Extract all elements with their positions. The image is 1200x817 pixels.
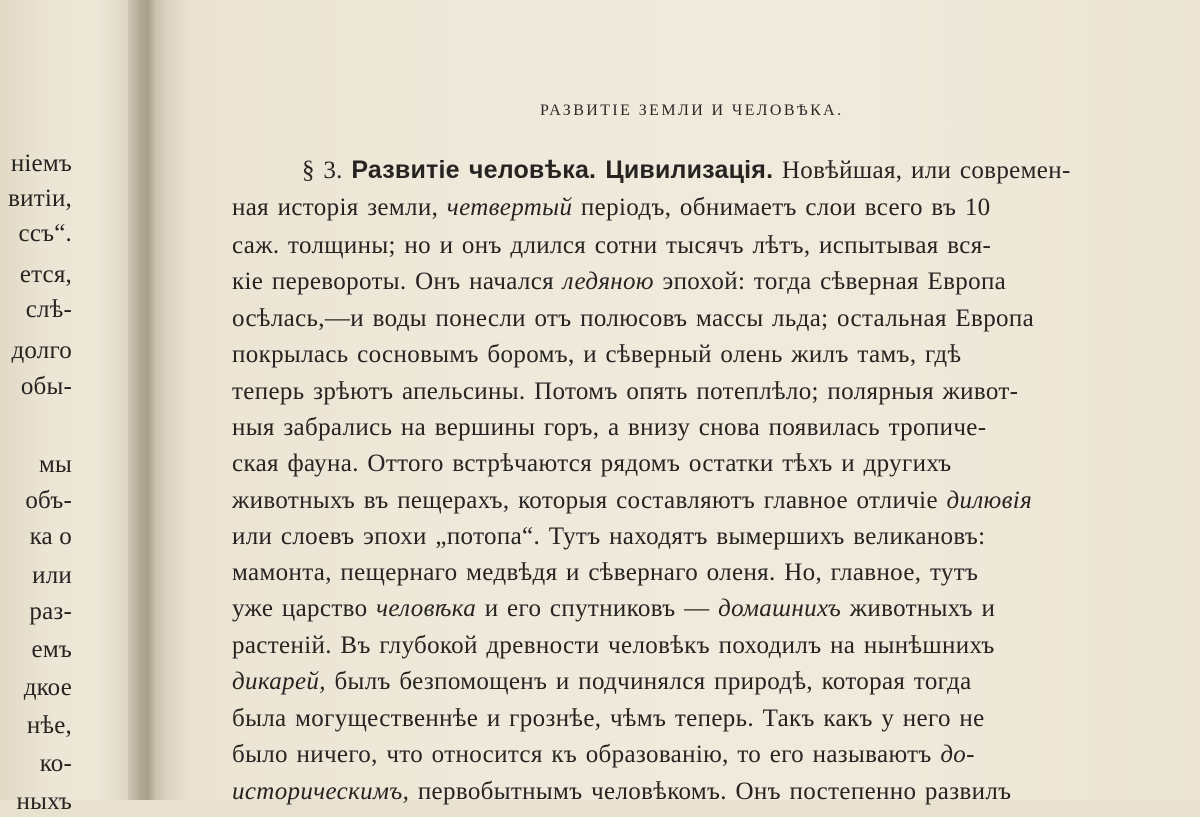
italic-text: четвертый	[446, 194, 573, 221]
left-page-line: ется,	[19, 261, 72, 288]
text-line-1	[302, 155, 1071, 186]
text-line-8: ныя забрались на вершины горъ, а внизу снова появилась тропиче-	[232, 414, 987, 441]
text-line-7: теперь зрѣютъ апельсины. Потомъ опять потеплѣло; полярныя живот-	[232, 378, 1019, 405]
text-run: животныхъ и	[849, 595, 996, 622]
running-head: РАЗВИТIЕ ЗЕМЛИ И ЧЕЛОВѢКА.	[540, 102, 844, 119]
left-page-line: раз-	[29, 598, 72, 625]
italic-text: домашнихъ	[718, 595, 842, 622]
left-page-line: дкое	[23, 674, 72, 701]
left-page-line: нiемъ	[10, 150, 72, 177]
italic-text: ледяною	[562, 268, 654, 295]
section-title: Развитiе человѣка. Цивилизацiя.	[351, 156, 774, 184]
text-line-2	[232, 193, 991, 223]
text-line-13	[232, 594, 995, 624]
text-run: ная исторiя земли,	[232, 194, 439, 221]
text-run: былъ безпомощенъ и подчинялся природѣ, которая тогда	[334, 668, 972, 695]
left-page-line: нѣе,	[26, 712, 72, 739]
text-line-15	[232, 667, 972, 697]
left-page-line: или	[32, 562, 72, 589]
text-run: эпохой: тогда сѣверная Европа	[662, 268, 1007, 295]
italic-text: до-	[940, 741, 975, 768]
text-run: первобытнымъ человѣкомъ. Онъ постепенно развилъ	[417, 778, 1012, 805]
left-page-line: обы-	[20, 373, 72, 400]
text-run: уже царство	[232, 595, 368, 622]
italic-text: историческимъ,	[232, 778, 410, 805]
text-run: и его спутниковъ —	[484, 595, 710, 622]
text-line-14: растенiй. Въ глубокой древности человѣкъ походилъ на нынѣшнихъ	[232, 632, 995, 659]
italic-text: дикарей,	[232, 668, 326, 695]
left-page-line: мы	[38, 451, 72, 478]
text-run: животныхъ въ пещерахъ, которыя составляютъ главное отличiе	[232, 487, 938, 514]
left-page-line: емъ	[31, 636, 72, 663]
left-page-line: объ-	[25, 487, 72, 514]
left-page-line: ко-	[39, 750, 72, 777]
left-page-line: ныхъ	[16, 788, 72, 815]
left-page-line: ссъ“.	[18, 220, 72, 247]
section-number: § 3.	[302, 157, 343, 184]
text-line-3: саж. толщины; но и онъ длился сотни тысячъ лѣтъ, испытывая вся-	[232, 232, 992, 259]
text-line-10	[232, 486, 1032, 516]
text-run: кiе перевороты. Онъ начался	[232, 268, 555, 295]
text-line-18	[232, 777, 1011, 807]
italic-text: человѣка	[376, 595, 477, 622]
left-page-line: витiи,	[8, 185, 72, 212]
text-run: Новѣйшая, или современ-	[781, 157, 1071, 184]
text-line-9: ская фауна. Оттого встрѣчаются рядомъ остатки тѣхъ и другихъ	[232, 450, 952, 477]
left-page-line: долго	[11, 337, 72, 364]
text-run: было ничего, что относится къ образованiю, то его называютъ	[232, 741, 932, 768]
text-line-5: осѣлась,—и воды понесли отъ полюсовъ массы льда; остальная Европа	[232, 305, 1035, 332]
left-page-line: слѣ-	[25, 296, 72, 323]
text-run: перiодъ, обнимаетъ слои всего въ 10	[580, 194, 991, 221]
text-line-12: мамонта, пещернаго медвѣдя и сѣвернаго оленя. Но, главное, тутъ	[232, 559, 979, 586]
text-line-16: была могущественнѣе и грознѣе, чѣмъ теперь. Такъ какъ у него не	[232, 705, 985, 732]
left-page-line: ка о	[29, 523, 72, 550]
text-line-11: или слоевъ эпохи „потопа“. Тутъ находятъ вымершихъ великановъ:	[232, 523, 986, 550]
text-line-17	[232, 740, 975, 770]
text-line-6: покрылась сосновымъ боромъ, и сѣверный олень жилъ тамъ, гдѣ	[232, 341, 962, 368]
italic-text: дилювiя	[946, 487, 1033, 514]
text-line-4	[232, 267, 1006, 297]
